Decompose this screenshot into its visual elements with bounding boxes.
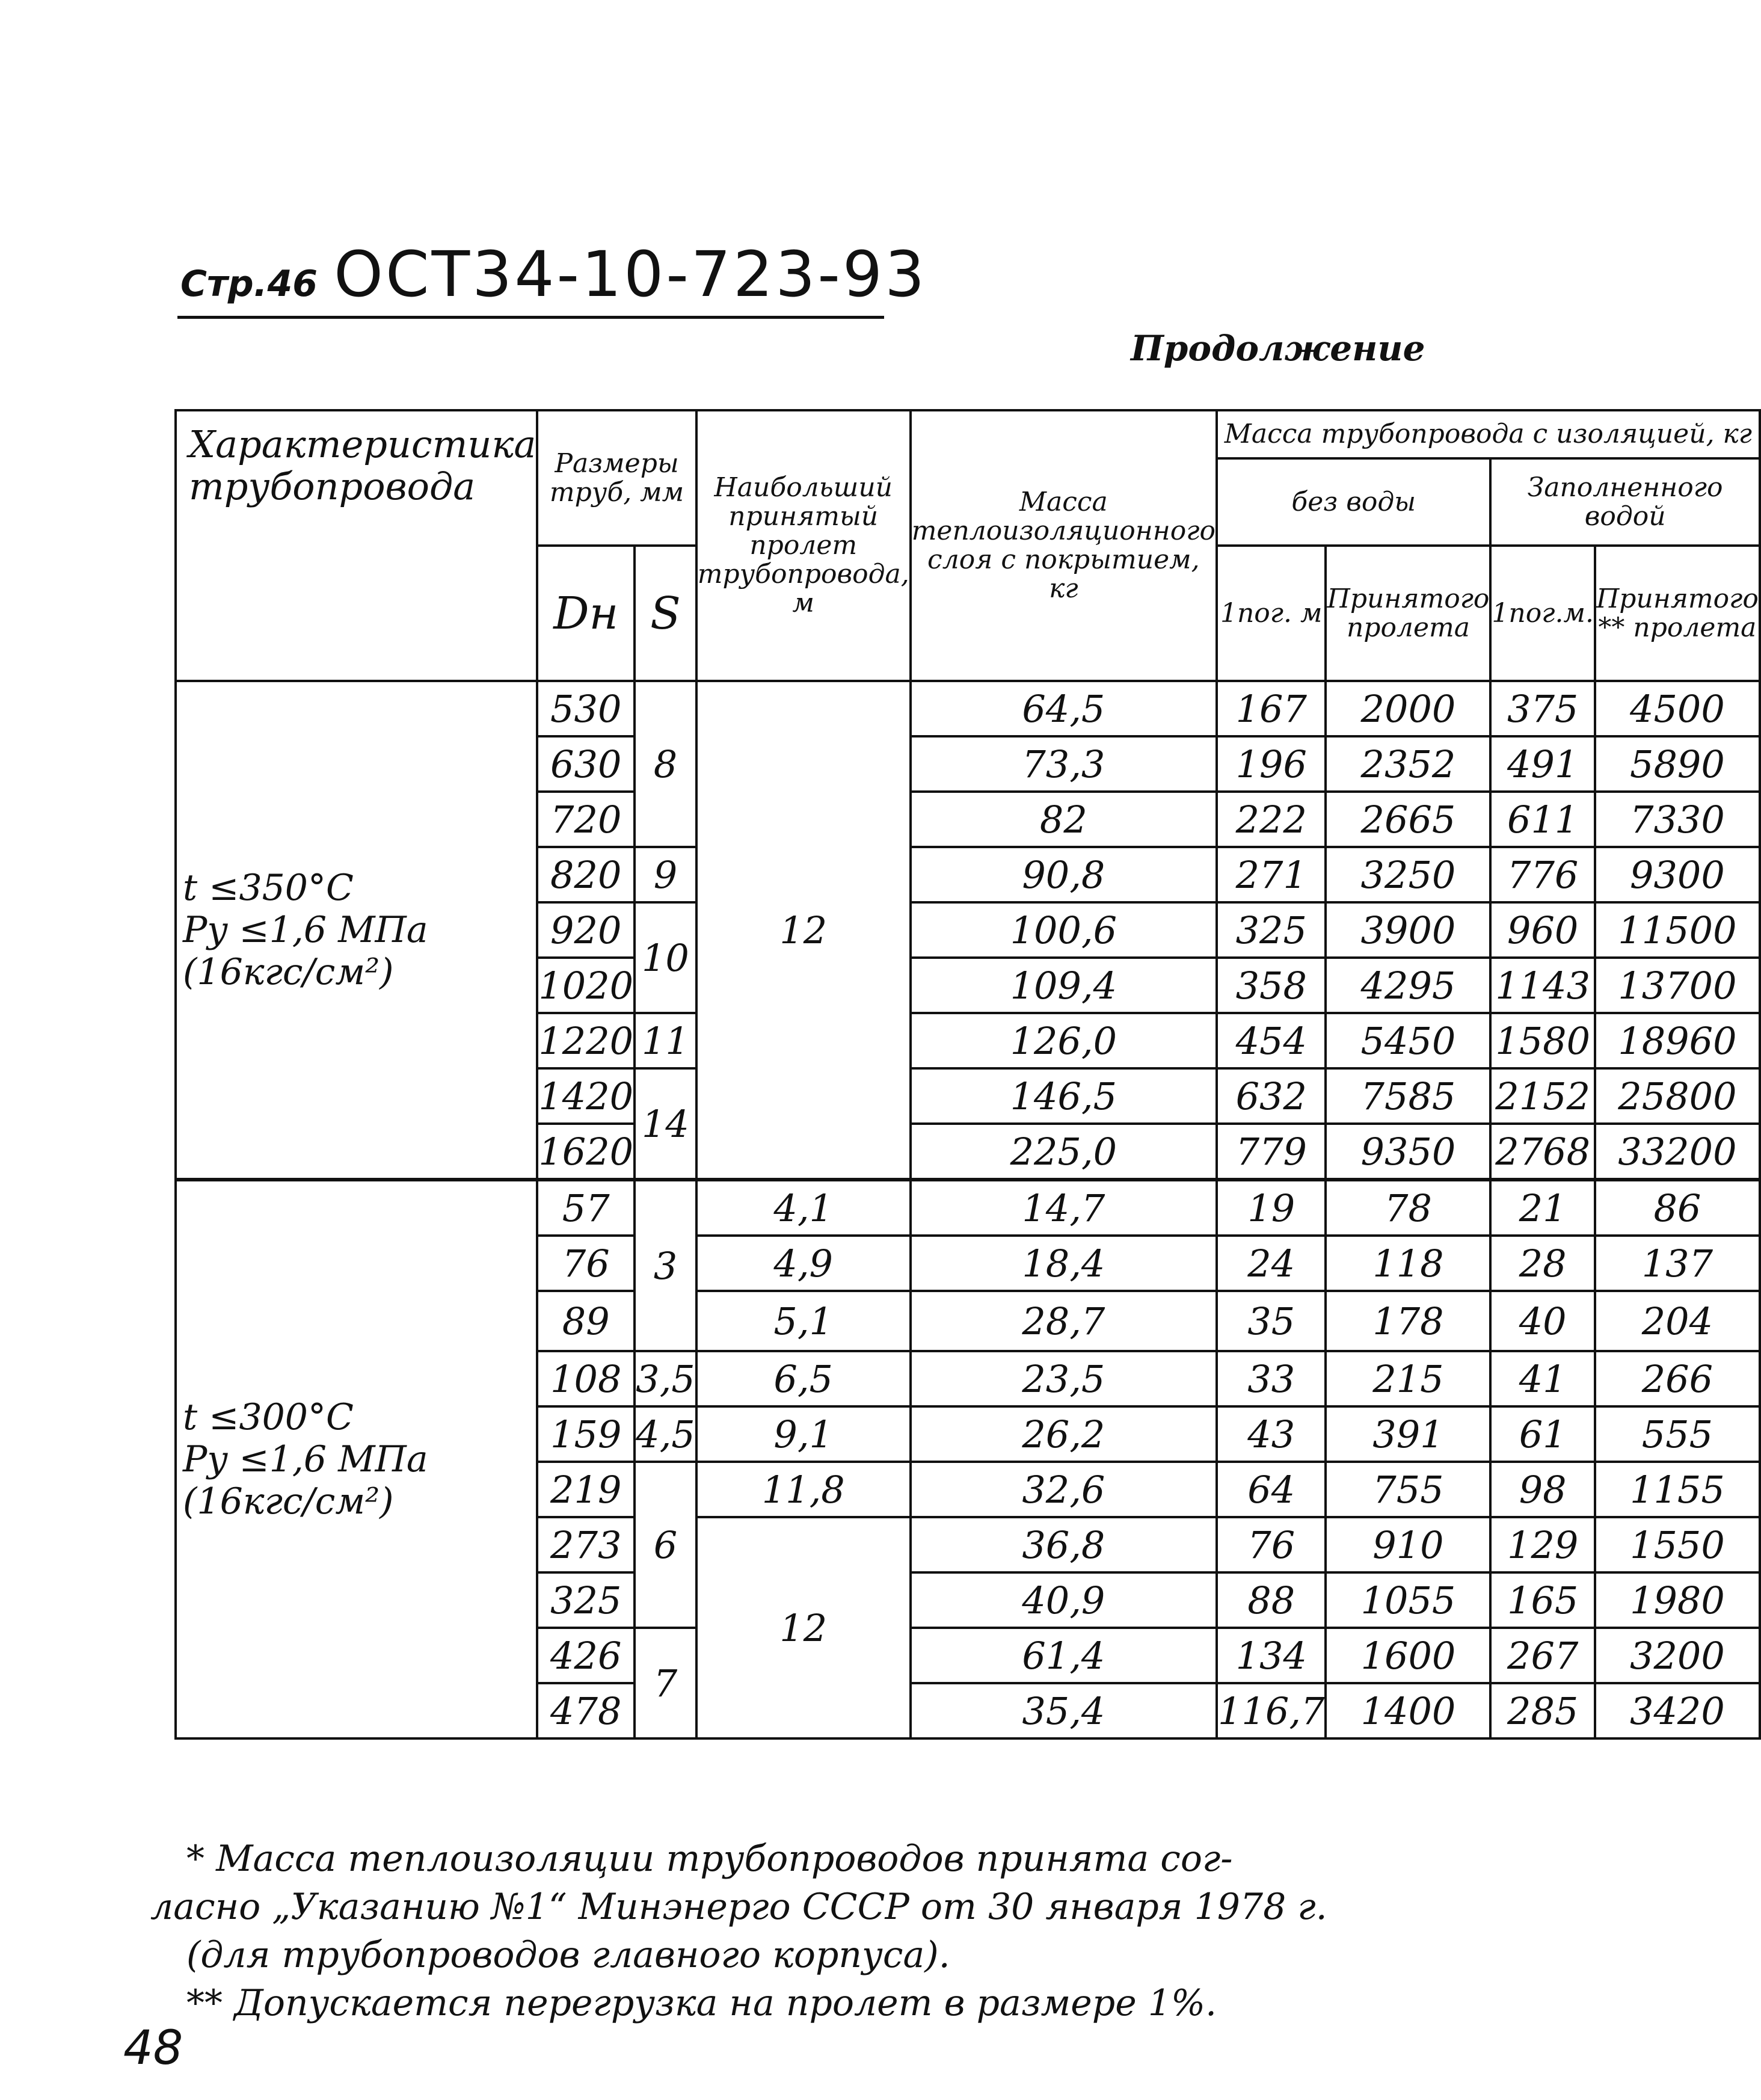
header-max-span: Наибольший принятый пролет трубопровода, м [696, 410, 911, 681]
dn-cell: 159 [537, 1406, 635, 1462]
span-cell: 9,1 [696, 1406, 911, 1462]
header-without-water: без воды [1217, 458, 1490, 546]
mass-dry-span-cell: 78 [1326, 1180, 1490, 1236]
dn-cell: 1020 [537, 958, 635, 1013]
mass-wet-span-cell: 137 [1595, 1236, 1760, 1291]
page-label: Стр.46 [180, 263, 318, 305]
mass-wet-m-cell: 40 [1490, 1291, 1595, 1351]
mass-dry-m-cell: 24 [1217, 1236, 1326, 1291]
span-cell: 4,9 [696, 1236, 911, 1291]
mass-wet-span-cell: 1980 [1595, 1572, 1760, 1628]
table-row [176, 1180, 1760, 1236]
continuation-label: Продолжение [1131, 328, 1425, 369]
dn-cell: 273 [537, 1517, 635, 1572]
dn-cell: 478 [537, 1683, 635, 1738]
mass-dry-span-cell: 3250 [1326, 847, 1490, 902]
mass-wet-span-cell: 1550 [1595, 1517, 1760, 1572]
mass-dry-m-cell: 632 [1217, 1068, 1326, 1124]
insulation-cell: 18,4 [911, 1236, 1217, 1291]
standard-number: ОСТ34-10-723-93 [334, 238, 927, 311]
mass-wet-span-cell: 204 [1595, 1291, 1760, 1351]
mass-dry-m-cell: 222 [1217, 792, 1326, 847]
span-cell: 4,1 [696, 1180, 911, 1236]
dn-cell: 89 [537, 1291, 635, 1351]
mass-dry-span-cell: 178 [1326, 1291, 1490, 1351]
mass-wet-m-cell: 375 [1490, 681, 1595, 736]
insulation-cell: 109,4 [911, 958, 1217, 1013]
insulation-cell: 73,3 [911, 736, 1217, 792]
insulation-cell: 90,8 [911, 847, 1217, 902]
header-characteristic: Характеристика трубопровода [176, 410, 537, 681]
mass-wet-m-cell: 776 [1490, 847, 1595, 902]
pressure-label: Py ≤1,6 МПа [183, 1438, 428, 1480]
mass-dry-m-cell: 64 [1217, 1462, 1326, 1517]
header-per-m-dry: 1пог. м [1217, 546, 1326, 681]
s-cell: 6 [635, 1462, 696, 1628]
s-cell: 11 [635, 1013, 696, 1068]
mass-wet-m-cell: 2152 [1490, 1068, 1595, 1124]
mass-dry-span-cell: 3900 [1326, 902, 1490, 958]
insulation-cell: 146,5 [911, 1068, 1217, 1124]
mass-wet-m-cell: 61 [1490, 1406, 1595, 1462]
dn-cell: 426 [537, 1628, 635, 1683]
header-sizes: Размеры труб, мм [537, 410, 696, 546]
mass-dry-m-cell: 196 [1217, 736, 1326, 792]
span-cell: 12 [696, 681, 911, 1180]
insulation-cell: 40,9 [911, 1572, 1217, 1628]
mass-dry-span-cell: 910 [1326, 1517, 1490, 1572]
insulation-cell: 14,7 [911, 1180, 1217, 1236]
group-label-350 [176, 681, 537, 1180]
dn-cell: 325 [537, 1572, 635, 1628]
mass-dry-span-cell: 391 [1326, 1406, 1490, 1462]
mass-dry-m-cell: 35 [1217, 1291, 1326, 1351]
mass-dry-m-cell: 167 [1217, 681, 1326, 736]
s-cell: 4,5 [635, 1406, 696, 1462]
pressure-label: Py ≤1,6 МПа [183, 909, 428, 951]
mass-dry-span-cell: 2665 [1326, 792, 1490, 847]
footnotes [150, 1835, 1443, 2027]
mass-dry-span-cell: 755 [1326, 1462, 1490, 1517]
dn-cell: 720 [537, 792, 635, 847]
mass-wet-m-cell: 491 [1490, 736, 1595, 792]
temperature-label: t ≤300°C [183, 1396, 354, 1438]
mass-wet-m-cell: 2768 [1490, 1124, 1595, 1180]
mass-dry-m-cell: 271 [1217, 847, 1326, 902]
dn-cell: 1220 [537, 1013, 635, 1068]
dn-cell: 57 [537, 1180, 635, 1236]
mass-wet-span-cell: 7330 [1595, 792, 1760, 847]
insulation-cell: 23,5 [911, 1351, 1217, 1406]
mass-wet-m-cell: 611 [1490, 792, 1595, 847]
mass-dry-m-cell: 779 [1217, 1124, 1326, 1180]
mass-dry-span-cell: 2000 [1326, 681, 1490, 736]
header-per-span-dry: Принятого пролета [1326, 546, 1490, 681]
pressure-kgf-label: (16кгс/см²) [183, 1480, 394, 1523]
header-per-span-wet: Принятого ** пролета [1595, 546, 1760, 681]
mass-wet-m-cell: 960 [1490, 902, 1595, 958]
header-insulation-mass: Масса теплоизоляционного слоя с покрытием, кг [911, 410, 1217, 681]
insulation-cell: 26,2 [911, 1406, 1217, 1462]
page-number: 48 [123, 2021, 183, 2075]
dn-cell: 820 [537, 847, 635, 902]
mass-wet-span-cell: 86 [1595, 1180, 1760, 1236]
mass-dry-m-cell: 19 [1217, 1180, 1326, 1236]
insulation-cell: 35,4 [911, 1683, 1217, 1738]
mass-dry-m-cell: 76 [1217, 1517, 1326, 1572]
mass-wet-m-cell: 21 [1490, 1180, 1595, 1236]
mass-wet-span-cell: 4500 [1595, 681, 1760, 736]
mass-dry-m-cell: 325 [1217, 902, 1326, 958]
mass-dry-span-cell: 5450 [1326, 1013, 1490, 1068]
temperature-label: t ≤350°C [183, 867, 354, 909]
insulation-cell: 28,7 [911, 1291, 1217, 1351]
mass-dry-span-cell: 215 [1326, 1351, 1490, 1406]
dn-cell: 1420 [537, 1068, 635, 1124]
span-cell: 12 [696, 1517, 911, 1738]
mass-wet-m-cell: 285 [1490, 1683, 1595, 1738]
mass-wet-m-cell: 165 [1490, 1572, 1595, 1628]
mass-wet-m-cell: 129 [1490, 1517, 1595, 1572]
mass-wet-m-cell: 98 [1490, 1462, 1595, 1517]
mass-dry-span-cell: 4295 [1326, 958, 1490, 1013]
mass-wet-span-cell: 18960 [1595, 1013, 1760, 1068]
mass-wet-m-cell: 41 [1490, 1351, 1595, 1406]
mass-dry-span-cell: 1055 [1326, 1572, 1490, 1628]
mass-wet-m-cell: 267 [1490, 1628, 1595, 1683]
s-cell: 7 [635, 1628, 696, 1738]
mass-wet-span-cell: 1155 [1595, 1462, 1760, 1517]
dn-cell: 920 [537, 902, 635, 958]
mass-dry-span-cell: 7585 [1326, 1068, 1490, 1124]
mass-dry-m-cell: 116,7 [1217, 1683, 1326, 1738]
mass-dry-m-cell: 454 [1217, 1013, 1326, 1068]
s-cell: 3,5 [635, 1351, 696, 1406]
s-cell: 14 [635, 1068, 696, 1180]
s-cell: 3 [635, 1180, 696, 1351]
header-pipeline-mass: Масса трубопровода с изоляцией, кг [1217, 410, 1760, 458]
span-cell: 5,1 [696, 1291, 911, 1351]
pipeline-mass-table [174, 409, 1761, 1740]
mass-wet-span-cell: 13700 [1595, 958, 1760, 1013]
insulation-cell: 32,6 [911, 1462, 1217, 1517]
mass-wet-span-cell: 555 [1595, 1406, 1760, 1462]
s-cell: 9 [635, 847, 696, 902]
mass-dry-m-cell: 43 [1217, 1406, 1326, 1462]
dn-cell: 530 [537, 681, 635, 736]
s-cell: 8 [635, 681, 696, 847]
mass-wet-span-cell: 5890 [1595, 736, 1760, 792]
table-row [176, 681, 1760, 736]
header-filled-water: Заполненного водой [1490, 458, 1759, 546]
mass-wet-span-cell: 9300 [1595, 847, 1760, 902]
footnote-1-line-3: (для трубопроводов главного корпуса). [186, 1934, 950, 1976]
mass-dry-span-cell: 2352 [1326, 736, 1490, 792]
footnote-2: ** Допускается перегрузка на пролет в размере 1%. [186, 1982, 1217, 2024]
dn-cell: 1620 [537, 1124, 635, 1180]
mass-dry-span-cell: 9350 [1326, 1124, 1490, 1180]
mass-wet-span-cell: 25800 [1595, 1068, 1760, 1124]
header-underline [177, 316, 884, 319]
mass-dry-m-cell: 134 [1217, 1628, 1326, 1683]
footnote-1-line-1: * Масса теплоизоляции трубопроводов принята сог- [186, 1838, 1233, 1880]
span-cell: 11,8 [696, 1462, 911, 1517]
footnote-1-line-2: ласно „Указанию №1“ Минэнерго СССР от 30 января 1978 г. [150, 1886, 1327, 1928]
insulation-cell: 82 [911, 792, 1217, 847]
mass-wet-span-cell: 266 [1595, 1351, 1760, 1406]
mass-dry-m-cell: 33 [1217, 1351, 1326, 1406]
page-header [180, 238, 927, 311]
mass-dry-span-cell: 118 [1326, 1236, 1490, 1291]
insulation-cell: 225,0 [911, 1124, 1217, 1180]
mass-dry-span-cell: 1600 [1326, 1628, 1490, 1683]
header-dn: Dн [537, 546, 635, 681]
s-cell: 10 [635, 902, 696, 1013]
mass-wet-span-cell: 3420 [1595, 1683, 1760, 1738]
pressure-kgf-label: (16кгс/см²) [183, 951, 394, 993]
insulation-cell: 61,4 [911, 1628, 1217, 1683]
header-s: S [635, 546, 696, 681]
mass-wet-span-cell: 3200 [1595, 1628, 1760, 1683]
mass-wet-m-cell: 1580 [1490, 1013, 1595, 1068]
mass-wet-m-cell: 1143 [1490, 958, 1595, 1013]
insulation-cell: 100,6 [911, 902, 1217, 958]
dn-cell: 219 [537, 1462, 635, 1517]
mass-dry-m-cell: 358 [1217, 958, 1326, 1013]
dn-cell: 76 [537, 1236, 635, 1291]
insulation-cell: 126,0 [911, 1013, 1217, 1068]
group-label-300 [176, 1180, 537, 1738]
insulation-cell: 64,5 [911, 681, 1217, 736]
dn-cell: 630 [537, 736, 635, 792]
header-per-m-wet: 1пог.м. [1490, 546, 1595, 681]
dn-cell: 108 [537, 1351, 635, 1406]
span-cell: 6,5 [696, 1351, 911, 1406]
mass-dry-m-cell: 88 [1217, 1572, 1326, 1628]
insulation-cell: 36,8 [911, 1517, 1217, 1572]
mass-wet-span-cell: 33200 [1595, 1124, 1760, 1180]
mass-dry-span-cell: 1400 [1326, 1683, 1490, 1738]
mass-wet-m-cell: 28 [1490, 1236, 1595, 1291]
mass-wet-span-cell: 11500 [1595, 902, 1760, 958]
